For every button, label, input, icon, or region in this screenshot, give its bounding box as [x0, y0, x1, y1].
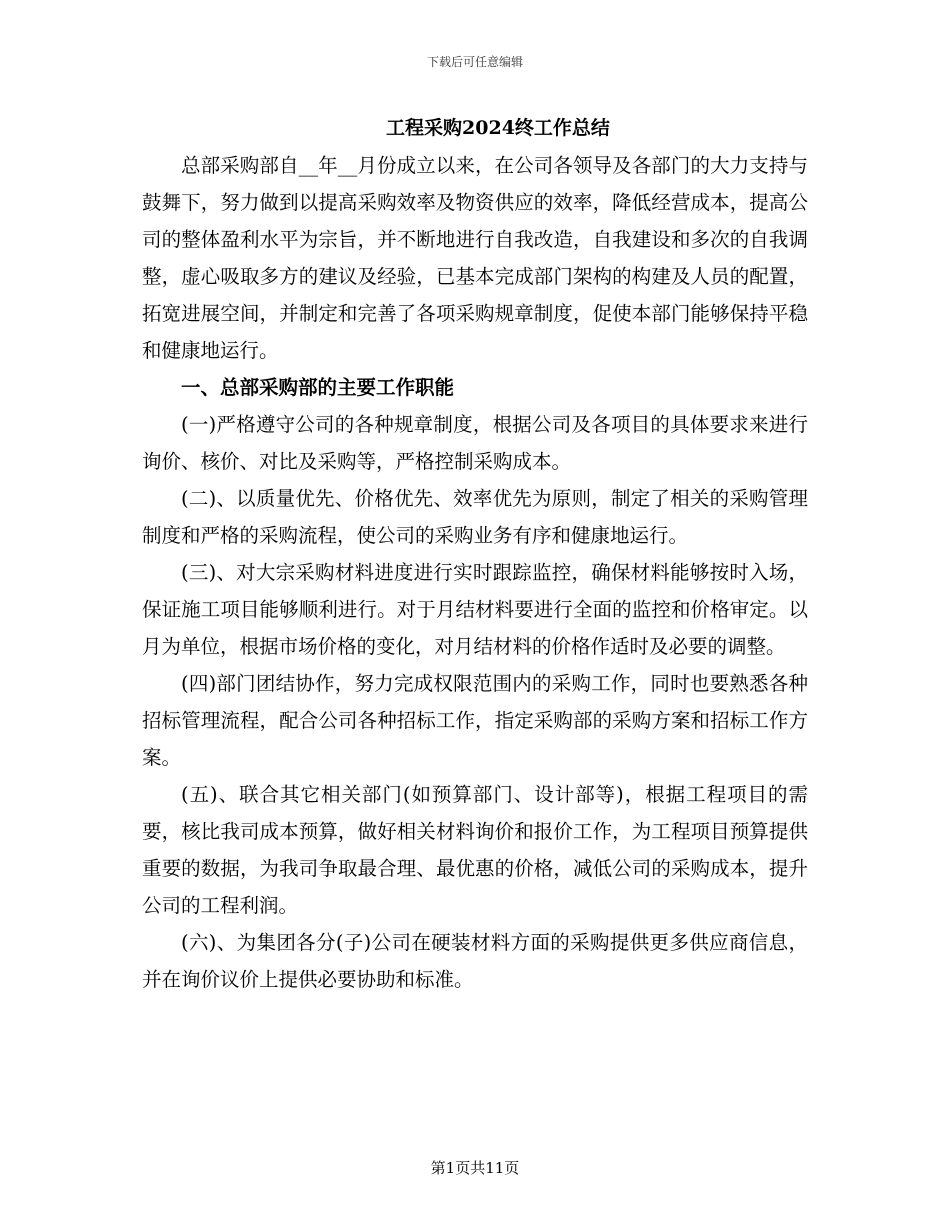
intro-paragraph: 总部采购部自__年__月份成立以来，在公司各领导及各部门的大力支持与鼓舞下，努力做到以提高采购效率及物资供应的效率，降低经营成本，提高公司的整体盈利水平为宗旨，并不断地进行自我改造，自我建设和多次的自我调整，虚心吸取多方的建议及经验，已基本完成部门架构的构建及人员的配置，拓宽进展空间，并制定和完善了各项采购规章制度，促使本部门能够保持平稳和健康地运行。: [142, 154, 808, 362]
duty-item-6: (六)、为集团各分(子)公司在硬装材料方面的采购提供更多供应商信息，并在询价议价上提供必要协助和标准。: [142, 931, 808, 991]
page-indicator: 第1页共11页: [430, 1159, 520, 1177]
duty-item-1: (一)严格遵守公司的各种规章制度，根据公司及各项目的具体要求来进行询价、核价、对比及采购等，严格控制采购成本。: [142, 413, 808, 473]
document-title: 工程采购2024终工作总结: [386, 117, 610, 139]
section-heading: 一、总部采购部的主要工作职能: [181, 376, 455, 399]
header-note: 下载后可任意编辑: [426, 55, 523, 69]
duty-item-4: (四)部门团结协作，努力完成权限范围内的采购工作，同时也要熟悉各种招标管理流程，配合公司各种招标工作，指定采购部的采购方案和招标工作方案。: [142, 672, 808, 769]
duty-item-5: (五)、联合其它相关部门(如预算部门、设计部等)，根据工程项目的需要，核比我司成本预算，做好相关材料询价和报价工作，为工程项目预算提供重要的数据，为我司争取最合理、最优惠的价格，减低公司的采购成本，提升公司的工程利润。: [142, 783, 808, 917]
duty-item-2: (二)、以质量优先、价格优先、效率优先为原则，制定了相关的采购管理制度和严格的采购流程，使公司的采购业务有序和健康地运行。: [142, 487, 808, 547]
duty-item-3: (三)、对大宗采购材料进度进行实时跟踪监控，确保材料能够按时入场，保证施工项目能够顺利进行。对于月结材料要进行全面的监控和价格审定。以月为单位，根据市场价格的变化，对月结材料的价格作适时及必要的调整。: [142, 561, 808, 658]
document-body: [142, 113, 808, 998]
